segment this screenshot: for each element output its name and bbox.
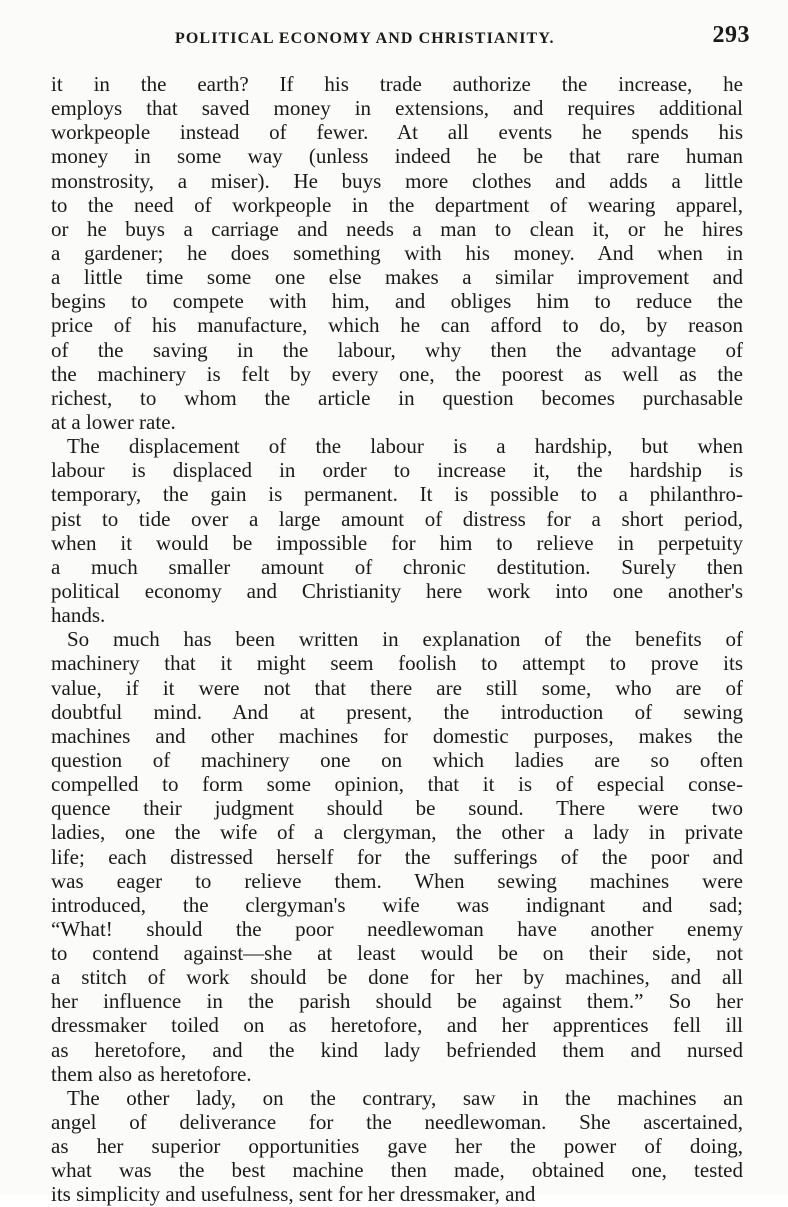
text-line: ladies, one the wife of a clergyman, the other a lady in private	[51, 820, 743, 845]
text-line: employs that saved money in extensions, and requires additional	[51, 96, 743, 121]
text-line: question of machinery one on which ladies are so often	[51, 747, 743, 772]
paragraph	[51, 434, 743, 627]
text-line: them also as heretofore.	[51, 1061, 252, 1086]
text-line: life; each distressed herself for the sufferings of the poor and	[51, 844, 743, 869]
paragraph	[51, 627, 743, 1086]
text-line: a gardener; he does something with his money. And when in	[51, 240, 743, 265]
text-line: as heretofore, and the kind lady befriended them and nursed	[51, 1037, 743, 1062]
text-line: richest, to whom the article in question becomes purchasable	[51, 385, 743, 410]
text-line: or he buys a carriage and needs a man to clean it, or he hires	[51, 216, 743, 241]
text-line: at a lower rate.	[51, 409, 176, 434]
text-line: it in the earth? If his trade authorize the increase, he	[51, 72, 743, 96]
paragraph	[51, 72, 743, 434]
text-line: of the saving in the labour, why then the advantage of	[51, 337, 743, 362]
body-text	[51, 72, 743, 1207]
text-line: temporary, the gain is permanent. It is possible to a philanthro-	[51, 482, 743, 507]
text-line: value, if it were not that there are still some, who are of	[51, 675, 743, 700]
text-line: The other lady, on the contrary, saw in the machines an	[67, 1085, 743, 1110]
text-line: workpeople instead of fewer. At all events he spends his	[51, 120, 743, 145]
text-line: pist to tide over a large amount of distress for a short period,	[51, 506, 743, 531]
text-line: compelled to form some opinion, that it is of especial conse-	[51, 772, 743, 797]
text-line: doubtful mind. And at present, the introduction of sewing	[51, 699, 743, 724]
text-line: its simplicity and usefulness, sent for her dressmaker, and	[51, 1182, 536, 1207]
text-line: The displacement of the labour is a hardship, but when	[67, 434, 743, 459]
running-head	[50, 22, 750, 52]
text-line: political economy and Christianity here work into one another's	[51, 578, 743, 603]
text-line: to contend against—she at least would be on their side, not	[51, 941, 743, 966]
paragraph	[51, 1086, 743, 1207]
text-line: introduced, the clergyman's wife was indignant and sad;	[51, 892, 743, 917]
text-line: her influence in the parish should be against them.” So her	[51, 989, 743, 1014]
text-line: begins to compete with him, and obliges him to reduce the	[51, 289, 743, 314]
text-line: to the need of workpeople in the department of wearing apparel,	[51, 192, 743, 217]
running-title: POLITICAL ECONOMY AND CHRISTIANITY.	[175, 30, 555, 47]
text-line: what was the best machine then made, obtained one, tested	[51, 1158, 743, 1183]
page-number: 293	[712, 22, 750, 48]
text-line: a much smaller amount of chronic destitution. Surely then	[51, 554, 743, 579]
text-line: dressmaker toiled on as heretofore, and her apprentices fell ill	[51, 1013, 743, 1038]
text-line: angel of deliverance for the needlewoman. She ascertained,	[51, 1110, 743, 1135]
text-line: price of his manufacture, which he can afford to do, by reason	[51, 313, 743, 338]
text-line: the machinery is felt by every one, the poorest as well as the	[51, 361, 743, 386]
text-line: labour is displaced in order to increase it, the hardship is	[51, 458, 743, 483]
text-line: a little time some one else makes a similar improvement and	[51, 265, 743, 290]
text-line: monstrosity, a miser). He buys more clothes and adds a little	[51, 168, 743, 193]
text-line: money in some way (unless indeed he be that rare human	[51, 144, 743, 169]
text-line: “What! should the poor needlewoman have another enemy	[51, 916, 743, 941]
text-line: machinery that it might seem foolish to attempt to prove its	[51, 651, 743, 676]
text-line: when it would be impossible for him to relieve in perpetuity	[51, 530, 743, 555]
text-line: a stitch of work should be done for her by machines, and all	[51, 965, 743, 990]
text-line: quence their judgment should be sound. There were two	[51, 796, 743, 821]
text-line: So much has been written in explanation of the benefits of	[67, 627, 743, 652]
text-line: was eager to relieve them. When sewing machines were	[51, 868, 743, 893]
text-line: as her superior opportunities gave her the power of doing,	[51, 1134, 743, 1159]
text-line: hands.	[51, 603, 106, 628]
text-line: machines and other machines for domestic purposes, makes the	[51, 723, 743, 748]
